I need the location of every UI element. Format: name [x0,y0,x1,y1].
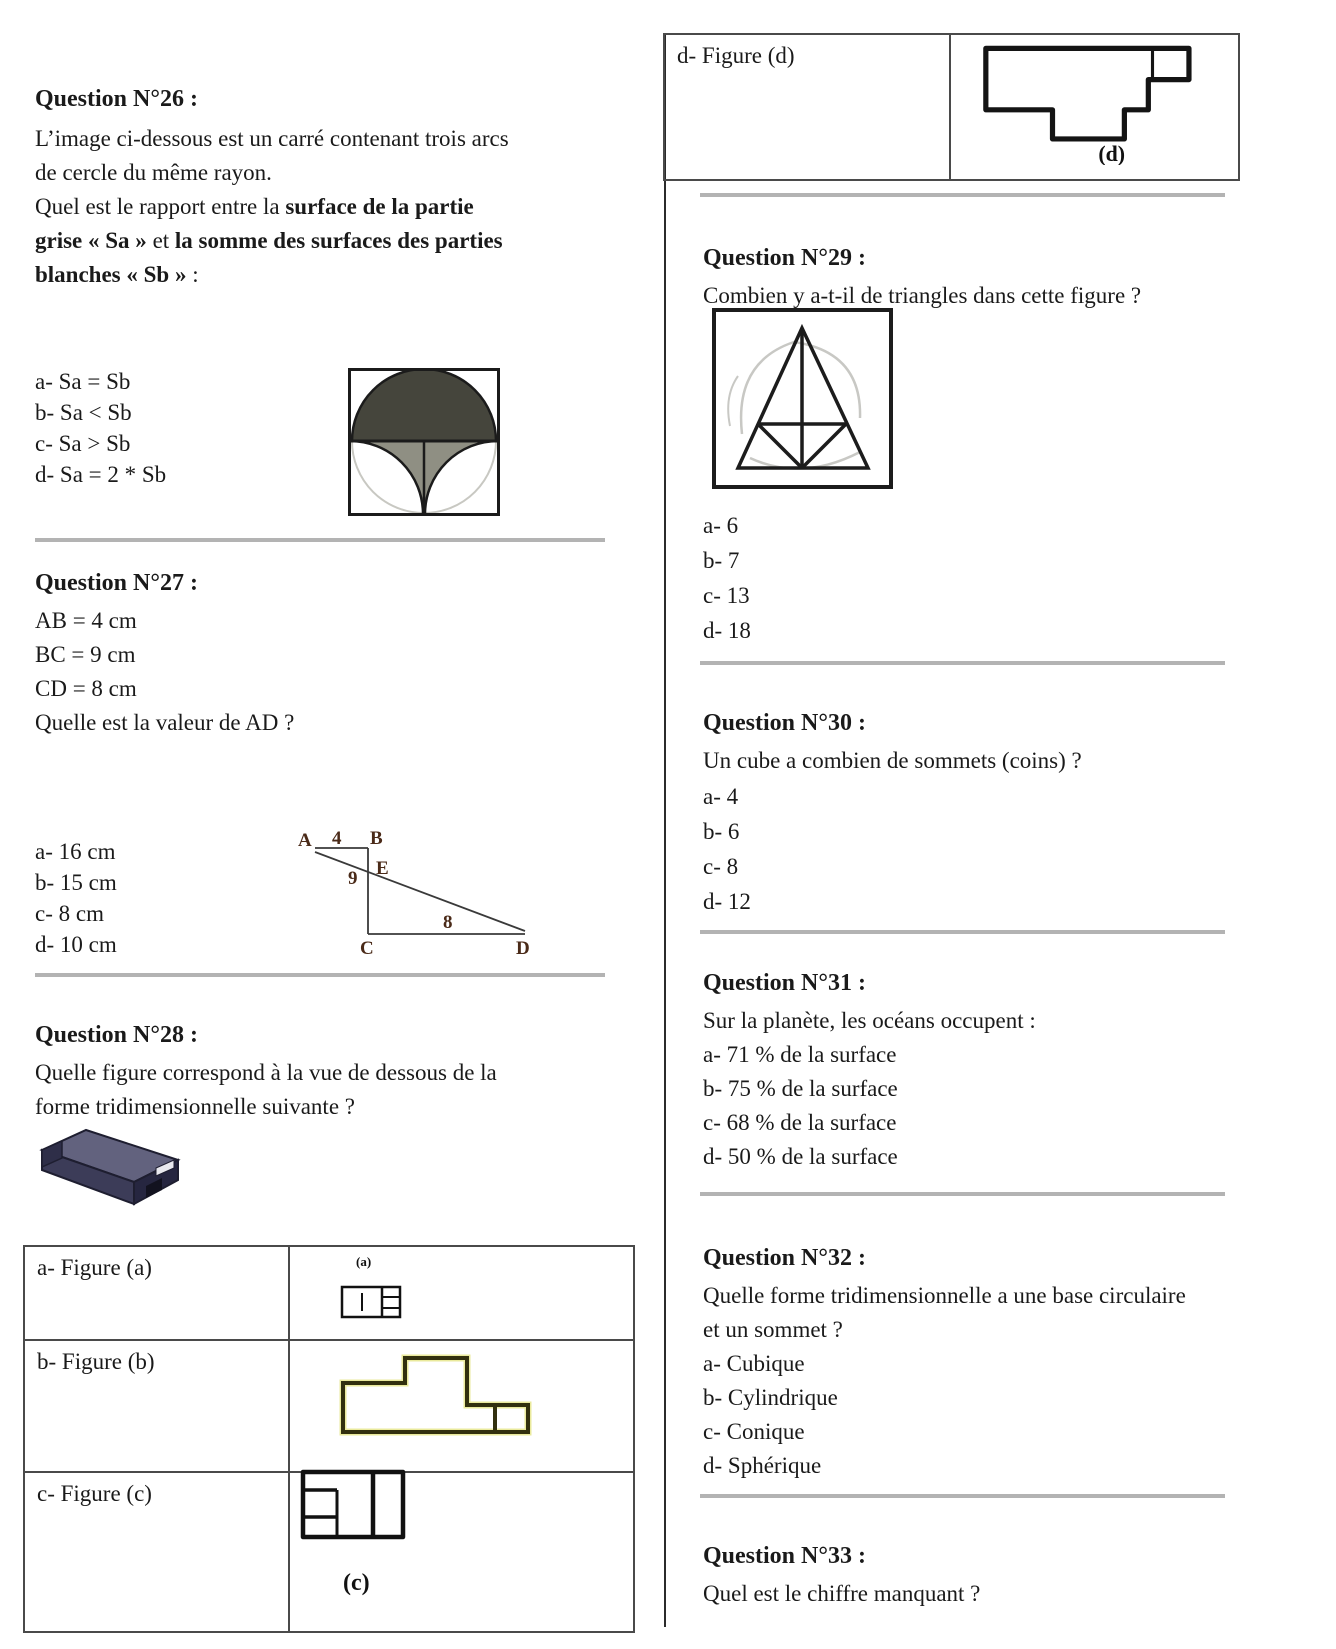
question-28-title: Question N°28 : [35,1022,198,1048]
question-29-title: Question N°29 : [703,245,866,271]
3d-shape-figure [28,1120,198,1215]
given-ab: AB = 4 cm [35,608,137,633]
question-26-line-2: de cercle du même rayon. [35,160,272,185]
row-c-label: c- Figure (c) [24,1472,289,1632]
option-c: c- 8 cm [35,901,104,926]
column-divider [664,33,666,1627]
section-divider [700,1494,1225,1498]
option-d: d- 18 [703,618,751,643]
question-29-prompt: Combien y a-t-il de triangles dans cette figure ? [703,283,1142,308]
option-c: c- Conique [703,1419,805,1444]
option-a: a- 4 [703,784,739,809]
section-divider [700,1192,1225,1196]
question-33-prompt: Quel est le chiffre manquant ? [703,1581,981,1606]
row-d-label: d- Figure (d) [664,34,950,180]
question-29-options [703,508,751,648]
option-d: d- Sa = 2 * Sb [35,462,167,487]
question-31-title: Question N°31 : [703,970,866,996]
option-a: a- 6 [703,513,739,538]
option-d: d- 10 cm [35,932,117,957]
triangle-count-figure [710,306,895,491]
question-27-text [35,604,294,740]
question-27-options [35,836,117,960]
option-a: a- Sa = Sb [35,369,131,394]
option-c: c- 8 [703,854,739,879]
question-32-line-2: et un sommet ? [703,1317,843,1342]
question-26-line-1: L’image ci-dessous est un carré contenant trois arcs [35,126,509,151]
figure-d-drawing [945,40,1235,165]
question-26-text [35,122,509,292]
question-31-options [703,1038,898,1174]
figure-a-label: (a) [356,1254,372,1269]
point-label-b: B [370,828,383,849]
measure-ab: 4 [332,828,342,849]
figure-c-drawing [295,1462,420,1602]
figure-c-label: (c) [343,1570,370,1596]
section-divider [700,661,1225,665]
option-a: a- 71 % de la surface [703,1042,897,1067]
question-30-options [703,779,751,919]
question-32-text [703,1279,1186,1347]
point-label-c: C [360,938,374,959]
option-d: d- 12 [703,889,751,914]
figure-d-label: (d) [1098,141,1126,165]
option-b: b- 15 cm [35,870,117,895]
figure-a-drawing [338,1250,428,1322]
measure-bc: 9 [348,868,358,889]
question-30-title: Question N°30 : [703,710,866,736]
question-26-line-5: blanches « Sb » : [35,262,199,287]
point-label-a: A [298,830,312,851]
point-label-e: E [376,858,389,879]
table-row [24,1340,634,1472]
option-d: d- 50 % de la surface [703,1144,898,1169]
measure-cd: 8 [443,912,453,933]
option-b: b- 75 % de la surface [703,1076,898,1101]
section-divider [35,973,605,977]
option-b: b- 6 [703,819,740,844]
option-a: a- Cubique [703,1351,805,1376]
option-b: b- Sa < Sb [35,400,132,425]
question-28-text [35,1056,497,1124]
given-cd: CD = 8 cm [35,676,137,701]
question-27-title: Question N°27 : [35,570,198,596]
option-a: a- 16 cm [35,839,116,864]
question-33-title: Question N°33 : [703,1543,866,1569]
question-26-options [35,366,166,490]
question-30-prompt: Un cube a combien de sommets (coins) ? [703,748,1082,773]
question-26-title: Question N°26 : [35,86,198,112]
question-26-line-3: Quel est le rapport entre la surface de la partie [35,194,474,219]
row-b-label: b- Figure (b) [24,1340,289,1472]
question-32-line-1: Quelle forme tridimensionnelle a une base circulaire [703,1283,1186,1308]
section-divider [700,193,1225,197]
option-b: b- 7 [703,548,740,573]
question-28-line-1: Quelle figure correspond à la vue de dessous de la [35,1060,497,1085]
section-divider [35,538,605,542]
question-28-line-2: forme tridimensionnelle suivante ? [35,1094,355,1119]
section-divider [700,930,1225,934]
figure-b-drawing [335,1350,540,1440]
option-b: b- Cylindrique [703,1385,838,1410]
row-a-label: a- Figure (a) [24,1246,289,1340]
point-label-d: D [516,938,530,959]
option-d: d- Sphérique [703,1453,822,1478]
question-26-line-4: grise « Sa » et la somme des surfaces des parties [35,228,503,253]
table-row [24,1246,634,1340]
question-32-options [703,1347,838,1483]
square-three-arcs-figure [348,368,500,516]
option-c: c- 68 % de la surface [703,1110,897,1135]
question-32-title: Question N°32 : [703,1245,866,1271]
given-bc: BC = 9 cm [35,642,136,667]
option-c: c- Sa > Sb [35,431,131,456]
trapezoid-geometry-figure [288,822,548,962]
option-c: c- 13 [703,583,750,608]
question-27-prompt: Quelle est la valeur de AD ? [35,710,295,735]
question-31-prompt: Sur la planète, les océans occupent : [703,1008,1036,1033]
